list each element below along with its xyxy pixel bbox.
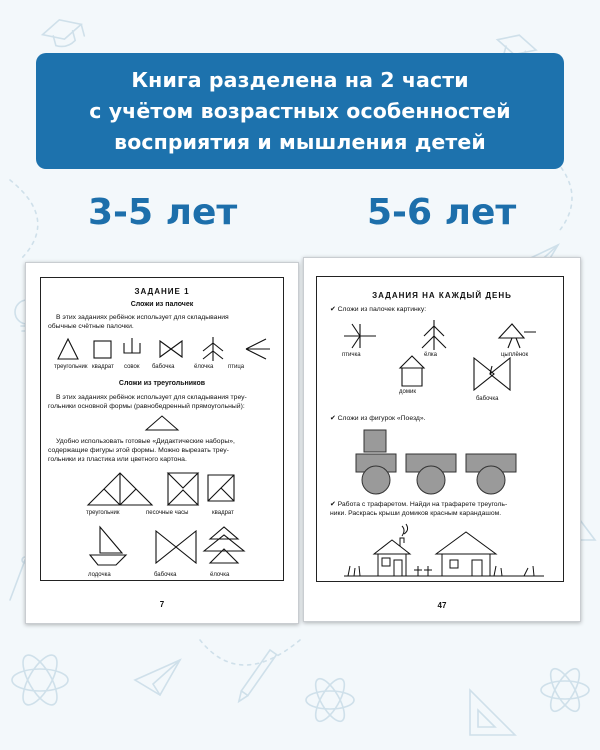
- right-book-page: [303, 257, 581, 622]
- train-figure: [356, 428, 526, 498]
- paper-plane-icon: [135, 660, 180, 695]
- left-page-title: ЗАДАНИЕ 1: [134, 287, 190, 296]
- graduation-cap-icon: [40, 15, 86, 51]
- house-left-door: [394, 560, 402, 576]
- label-composed-hourglass: песочные часы: [146, 510, 189, 516]
- label-square: квадрат: [92, 364, 114, 370]
- triangle-figures-row-2: [86, 525, 236, 567]
- triangle-figures-row-1: [88, 471, 238, 507]
- label-composed-square: квадрат: [212, 510, 234, 516]
- house-left-window: [382, 558, 390, 566]
- task-stencil-text-1: ✔ Работа с трафаретом. Найди на трафарете треуголь-: [330, 501, 508, 508]
- task-train-text: ✔ Сложи из фигурок «Поезд».: [330, 415, 426, 422]
- composed-boat: [90, 527, 126, 565]
- houses-scene: [344, 526, 554, 582]
- stick-figures-row: [48, 335, 278, 363]
- label-fir-right: ёлка: [424, 352, 437, 358]
- fence: [414, 566, 432, 576]
- label-house: домик: [399, 389, 416, 395]
- atom-icon: [306, 675, 354, 726]
- stick-chick: [499, 324, 536, 348]
- label-composed-triangle: треугольник: [86, 510, 120, 516]
- house-right-window: [450, 560, 458, 568]
- section-sticks-text-2: обычные счётные палочки.: [48, 323, 134, 330]
- left-book-page: [25, 262, 299, 624]
- stick-triangle: [58, 339, 78, 359]
- label-chick: цыплёнок: [501, 352, 529, 358]
- label-composed-fir-tree: ёлочка: [210, 572, 230, 578]
- age-label-left: 3-5 лет: [88, 192, 238, 233]
- composed-triangle: [88, 473, 152, 505]
- basic-triangle-shape: [144, 414, 180, 432]
- task-train-text-content: Сложи из фигурок «Поезд».: [337, 415, 426, 422]
- stick-butterfly: [160, 341, 182, 357]
- banner-line-1: Книга разделена на 2 части: [131, 67, 469, 92]
- train-wheel-3: [477, 466, 505, 494]
- stick-fir-right: [422, 320, 446, 350]
- stick-bird-right: [344, 324, 376, 348]
- label-fir-tree: ёлочка: [194, 364, 214, 370]
- section-triangles-subtitle: Сложи из треугольников: [118, 380, 206, 387]
- train-wheel-1: [362, 466, 390, 494]
- banner-line-3: восприятия и мышления детей: [114, 129, 486, 154]
- label-butterfly-right: бабочка: [476, 396, 499, 402]
- right-page-title: ЗАДАНИЯ НА КАЖДЫЙ ДЕНЬ: [372, 291, 512, 300]
- label-composed-boat: лодочка: [88, 572, 111, 578]
- section-sticks-text-1: В этих заданиях ребёнок использует для складывания: [56, 314, 229, 321]
- house-left: [374, 540, 410, 576]
- atom-icon: [12, 650, 68, 709]
- train-cabin: [364, 430, 386, 452]
- age-label-right: 5-6 лет: [367, 192, 517, 233]
- label-composed-butterfly-2: бабочка: [154, 572, 177, 578]
- banner-line-2: с учётом возрастных особенностей: [89, 98, 511, 123]
- task-sticks-text: ✔ Сложи из палочек картинку:: [330, 306, 427, 313]
- grass: [348, 566, 534, 576]
- composed-square: [208, 475, 234, 501]
- ruler-triangle-icon: [470, 690, 515, 735]
- section-sticks-subtitle: Сложи из палочек: [130, 301, 194, 308]
- train-wheel-2: [417, 466, 445, 494]
- stick-scoop: [124, 338, 140, 353]
- smoke-left: [402, 524, 408, 536]
- right-page-number: 47: [437, 601, 447, 610]
- label-butterfly: бабочка: [152, 364, 175, 370]
- task-stencil-text-2: ники. Раскрась крыши домиков красным карандашом.: [330, 510, 502, 517]
- stick-fir-tree: [203, 337, 223, 361]
- atom-icon: [541, 665, 589, 716]
- section-triangles-text-2: гольники основной формы (равнобедренный прямоугольный):: [48, 403, 245, 410]
- label-scoop: совок: [124, 364, 140, 370]
- info-banner: [36, 53, 564, 169]
- stick-bird: [246, 339, 270, 359]
- house-right: [436, 532, 496, 576]
- label-bird: птица: [228, 364, 245, 370]
- section-triangles-text-1: В этих заданиях ребёнок использует для складывания треу-: [56, 394, 247, 401]
- didactic-text-2: содержащие фигуры этой формы. Можно вырезать треу-: [48, 447, 229, 454]
- pencil-icon: [236, 650, 277, 704]
- composed-butterfly: [156, 531, 196, 563]
- didactic-text-1: Удобно использовать готовые «Дидактические наборы»,: [56, 438, 235, 445]
- label-bird-right: птичка: [342, 352, 361, 358]
- stick-square: [94, 341, 111, 358]
- didactic-text-3: гольники из пластика или цветного картона.: [48, 456, 187, 463]
- label-triangle: треугольник: [54, 364, 88, 370]
- stick-butterfly-right: [474, 358, 510, 390]
- composed-hourglass: [168, 473, 198, 505]
- stick-pictures: [334, 318, 564, 408]
- stick-house: [400, 356, 424, 386]
- chimney-left: [400, 538, 404, 546]
- left-page-number: 7: [159, 600, 165, 609]
- house-right-door: [472, 560, 482, 576]
- task-sticks-text-content: Сложи из палочек картинку:: [337, 306, 427, 313]
- task-stencil-text-1-content: Работа с трафаретом. Найди на трафарете треуголь-: [337, 501, 508, 508]
